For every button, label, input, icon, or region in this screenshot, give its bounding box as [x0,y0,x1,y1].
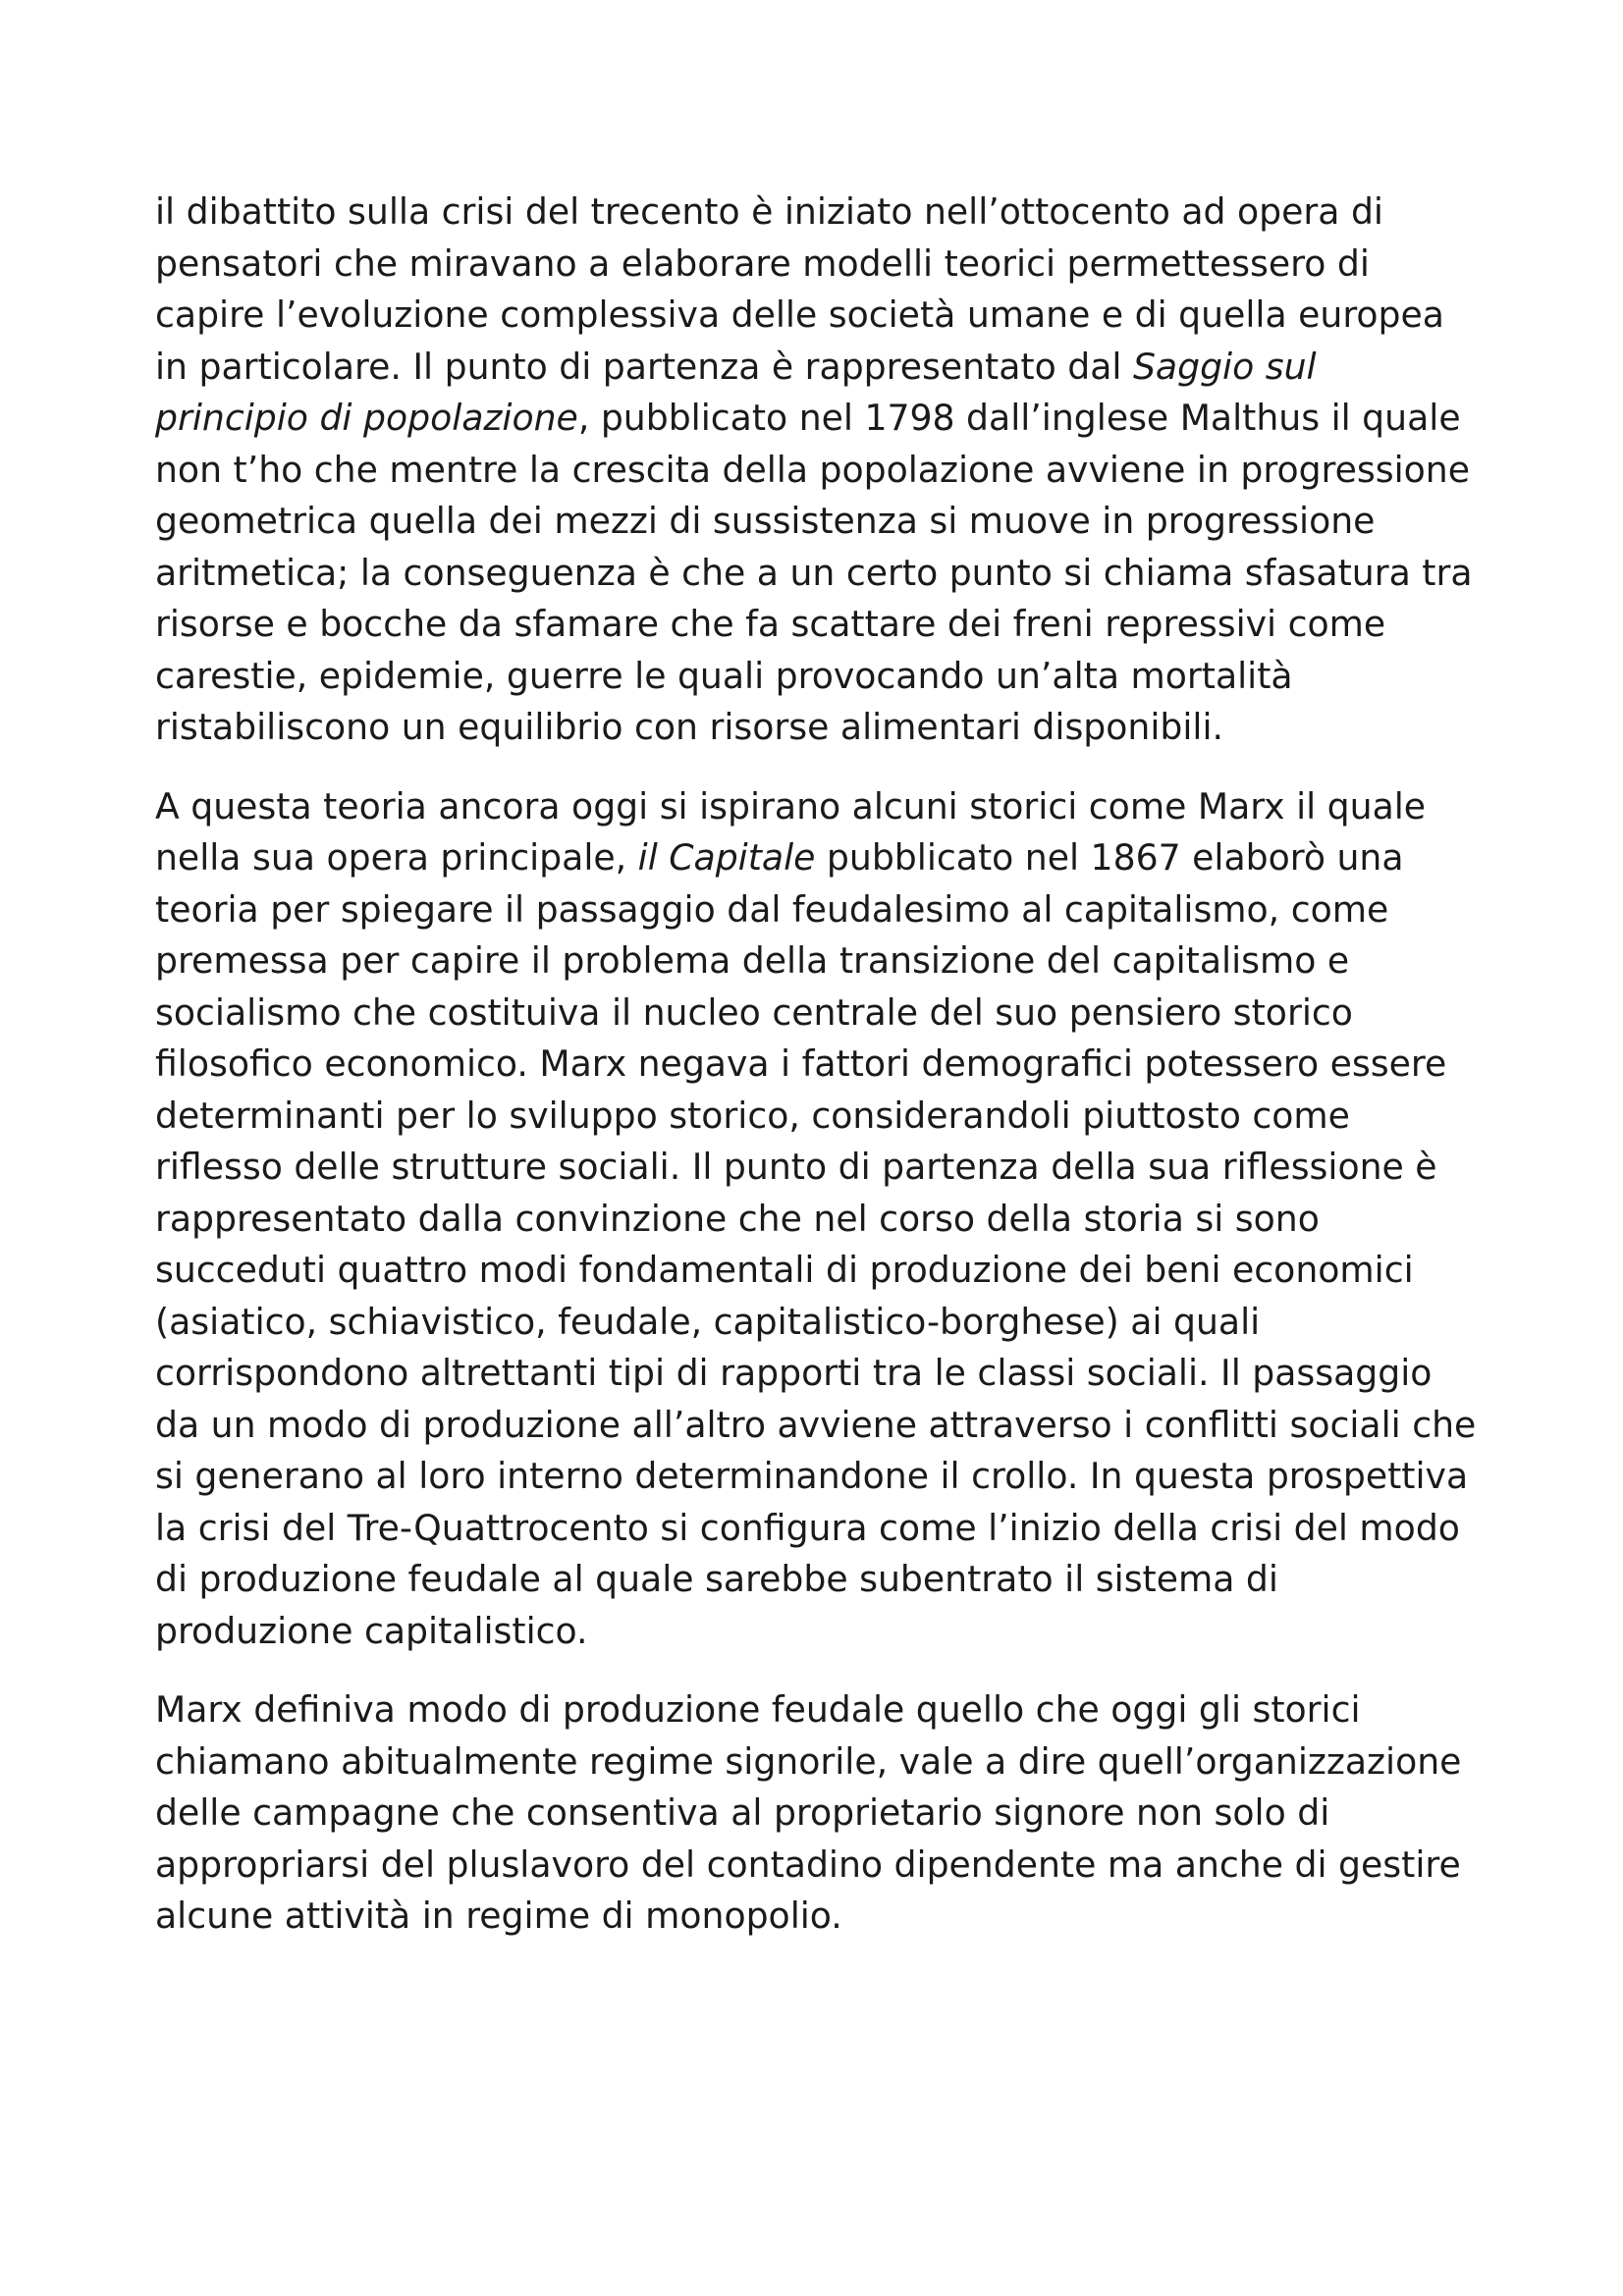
paragraph-1-text-start: il dibattito sulla crisi del trecento è iniziato nell’ottocento ad opera di pensatori che miravano a elaborare modelli teorici permettessero di capire l’evoluzione complessiva delle società umane e di quella europea in particolare. Il punto di partenza è rappresentato dal [155,190,1444,388]
paragraph-malthus [155,187,1481,754]
paragraph-2-text-start: A questa teoria ancora oggi si ispirano alcuni storici come Marx il quale nella sua opera principale, [155,784,1427,879]
paragraph-feudal-mode: Marx definiva modo di produzione feudale quello che oggi gli storici chiamano abitualmente regime signorile, vale a dire quell’organizzazione delle campagne che consentiva al proprietario signore non solo di appropriarsi del pluslavoro del contadino dipendente ma anche di gestire alcune attività in regime di monopolio. [155,1688,1462,1937]
paragraph-marx-theory [155,781,1481,1658]
paragraph-2-text-end: pubblicato nel 1867 elaborò una teoria per spiegare il passaggio dal feudalesimo al capitalismo, come premessa per capire il problema della transizione del capitalismo e socialismo che costituiva il nucleo centrale del suo pensiero storico filosofico economico. Marx negava i fattori demografici potessero essere determinanti per lo sviluppo storico, considerandoli piuttosto come riflesso delle strutture sociali. Il punto di partenza della sua riflessione è rappresentato dalla convinzione che nel corso della storia si sono succeduti quattro modi fondamentali di produzione dei beni economici (asiatico, schiavistico, feudale, capitalistico-borghese) ai quali corrispondono altrettanti tipi di rapporti tra le classi sociali. Il passaggio da un modo di produzione all’altro avviene attraverso i conflitti sociali che si generano al loro interno determinandone il crollo. In questa prospettiva la crisi del Tre-Quattrocento si configura come l’inizio della crisi del modo di produzione feudale al quale sarebbe subentrato il sistema di produzione capitalistico. [155,836,1477,1652]
book-title-capitale: il Capitale [637,836,816,879]
document-body [155,187,1481,1970]
book-title-saggio: Saggio sul principio di popolazione [155,345,1317,439]
paragraph-1-text-end: , pubblicato nel 1798 dall’inglese Malthus il quale non t’ho che mentre la crescita della popolazione avviene in progressione geometrica quella dei mezzi di sussistenza si muove in progressione aritmetica; la conseguenza è che a un certo punto si chiama sfasatura tra risorse e bocche da sfamare che fa scattare dei freni repressivi come carestie, epidemie, guerre le quali provocando un’alta mortalità ristabiliscono un equilibrio con risorse alimentari disponibili. [155,397,1473,748]
